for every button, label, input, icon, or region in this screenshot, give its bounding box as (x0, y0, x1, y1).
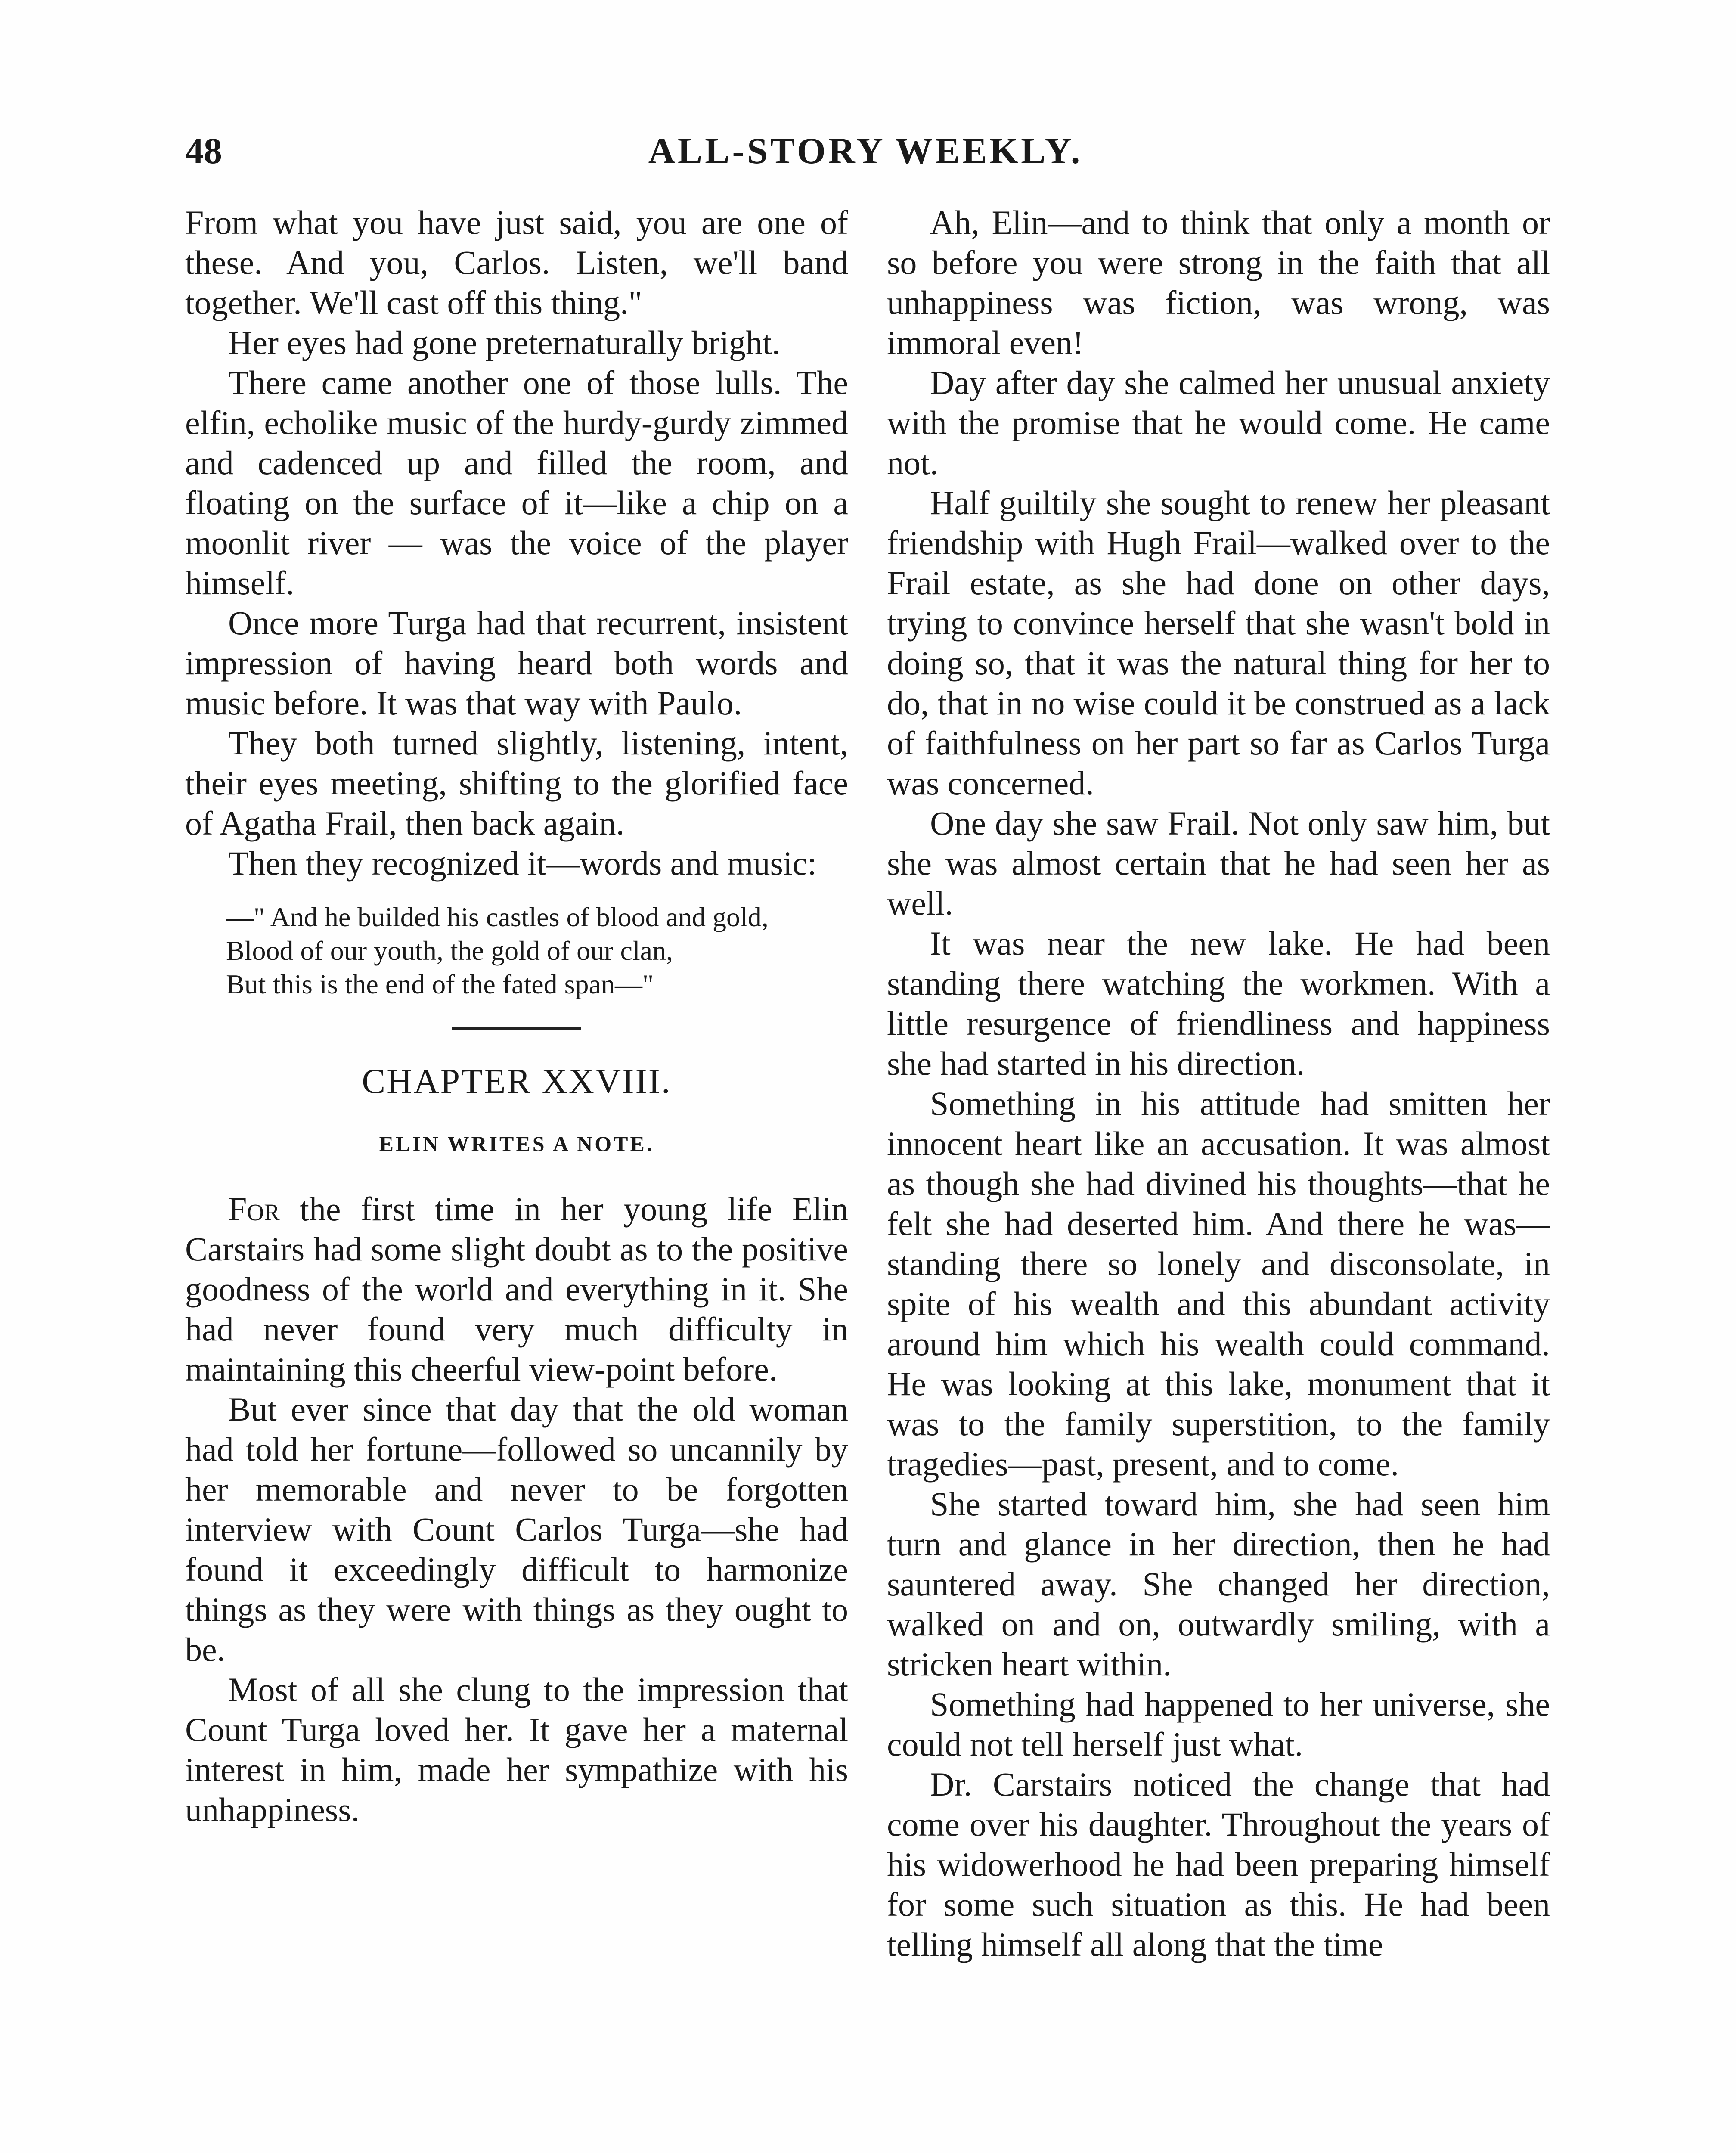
verse-line: Blood of our youth, the gold of our clan, (226, 935, 673, 966)
verse-line: But this is the end of the fated span—" (226, 969, 654, 999)
chapter-subtitle: ELIN WRITES A NOTE. (379, 1132, 654, 1156)
opening-text: the first time in her young life Elin Carstairs had some slight doubt as to the positive goodness of the world and everything in it. She had never found very much difficulty in maintaining this cheerful view-point before. (185, 1190, 848, 1388)
paragraph: From what you have just said, you are one of these. And you, Carlos. Listen, we'll band together. We'll cast off this thing." (185, 204, 848, 321)
verse-line: —" And he builded his castles of blood and gold, (226, 902, 769, 932)
paragraph: Her eyes had gone preternaturally bright. (228, 324, 781, 361)
paragraph: She started toward him, she had seen him turn and glance in her direction, then he had sauntered away. She changed her direction, walked on and on, outwardly smiling, with a stricken heart within. (887, 1485, 1550, 1683)
paragraph: Day after day she calmed her unusual anxiety with the promise that he would come. He came not. (887, 364, 1550, 481)
right-column (887, 202, 1550, 1964)
chapter-opening-paragraph (185, 1189, 848, 1389)
paragraph: Something in his attitude had smitten her innocent heart like an accusation. It was almost as though she had divined his thoughts—that he felt she had deserted him. And there he was—standing there so lonely and disconsolate, in spite of his wealth and this abundant activity around him which his wealth could command. He was looking at this lake, monument that it was to the family superstition, to the family tragedies—past, present, and to come. (887, 1085, 1550, 1483)
paragraph: There came another one of those lulls. The elfin, echolike music of the hurdy-gurdy zimmed and cadenced up and filled the room, and floating on the surface of it—like a chip on a moonlit river — was the voice of the player himself. (185, 364, 848, 602)
paragraph: Dr. Carstairs noticed the change that had come over his daughter. Throughout the years of his widowerhood he had been preparing himself for some such situation as this. He had been telling himself all along that the time (887, 1765, 1550, 1963)
paragraph: Most of all she clung to the impression that Count Turga loved her. It gave her a maternal interest in him, made her sympathize with his unhappiness. (185, 1671, 848, 1828)
left-column (185, 202, 848, 1830)
page-header (185, 125, 1546, 177)
paragraph: Something had happened to her universe, she could not tell herself just what. (887, 1685, 1550, 1763)
paragraph: One day she saw Frail. Not only saw him, but she was almost certain that he had seen her as well. (887, 804, 1550, 922)
opening-word: For (228, 1190, 280, 1228)
paragraph: It was near the new lake. He had been standing there watching the workmen. With a little resurgence of friendliness and happiness she had started in his direction. (887, 924, 1550, 1082)
paragraph: Half guiltily she sought to renew her pleasant friendship with Hugh Frail—walked over to the Frail estate, as she had done on other days, trying to convince herself that she wasn't bold in doing so, that it was the natural thing for her to do, that in no wise could it be construed as a lack of faithfulness on her part so far as Carlos Turga was concerned. (887, 484, 1550, 802)
running-head: ALL-STORY WEEKLY. (648, 130, 1083, 171)
paragraph: Ah, Elin—and to think that only a month or so before you were strong in the faith that all unhappiness was fiction, was wrong, was immoral even! (887, 204, 1550, 361)
verse-quote (226, 900, 848, 1001)
page-number: 48 (185, 130, 222, 171)
paragraph: They both turned slightly, listening, intent, their eyes meeting, shifting to the glorified face of Agatha Frail, then back again. (185, 724, 848, 842)
paragraph: Once more Turga had that recurrent, insistent impression of having heard both words and music before. It was that way with Paulo. (185, 604, 848, 722)
chapter-title: CHAPTER XXVIII. (362, 1061, 672, 1101)
section-divider (452, 1027, 581, 1030)
paragraph: But ever since that day that the old woman had told her fortune—followed so uncannily by her memorable and never to be forgotten interview with Count Carlos Turga—she had found it exceedingly difficult to harmonize things as they were with things as they ought to be. (185, 1390, 848, 1668)
paragraph: Then they recognized it—words and music: (228, 844, 817, 882)
